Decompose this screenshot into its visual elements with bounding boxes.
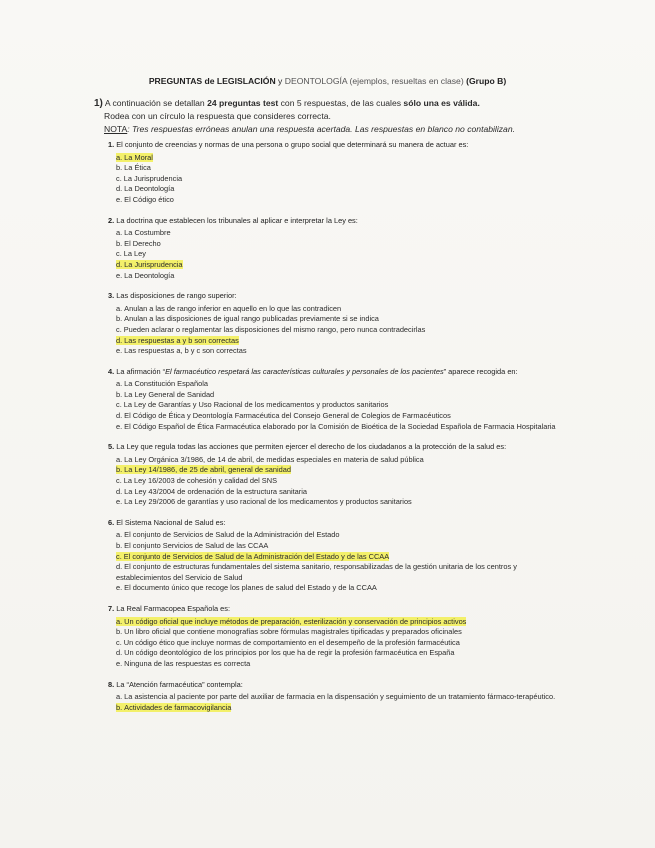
option-text: La Ley 14/1986, de 25 de abril, general de sanidad <box>124 465 292 475</box>
option-c[interactable] <box>116 552 568 563</box>
option-c[interactable] <box>116 476 568 487</box>
intro-text: con 5 respuestas, de las cuales <box>278 98 404 108</box>
option-letter: d. <box>116 411 123 421</box>
instructions-line-1 <box>94 97 574 110</box>
option-letter: d. <box>116 335 123 345</box>
question-3 <box>108 291 568 357</box>
option-text: El Código de Ética y Deontología Farmacéutica del Consejo General de Colegios de Farmacéuticos <box>124 411 451 421</box>
option-text: La Deontología <box>124 184 175 194</box>
option-text: El conjunto Servicios de Salud de las CCAA <box>124 541 269 550</box>
option-text: Anulan a las de rango inferior en aquello en lo que las contradicen <box>124 303 342 313</box>
option-text: Ninguna de las respuestas es correcta <box>124 658 251 668</box>
option-e[interactable] <box>116 422 568 433</box>
option-a[interactable] <box>116 304 568 315</box>
question-text: La afirmación “ <box>116 366 166 376</box>
question-4 <box>108 367 568 433</box>
option-letter: b. <box>116 465 123 475</box>
option-b[interactable] <box>116 314 568 325</box>
option-b[interactable] <box>116 703 568 714</box>
option-e[interactable] <box>116 497 568 508</box>
option-text: La Costumbre <box>124 228 171 238</box>
option-d[interactable] <box>116 562 568 583</box>
option-text: El Derecho <box>124 238 161 248</box>
option-d[interactable] <box>116 648 568 659</box>
option-letter: e. <box>116 270 123 280</box>
option-letter: b. <box>116 389 123 399</box>
option-text: La Jurisprudencia <box>123 173 183 183</box>
option-text: Un código deontológico de los principios por los que ha de regir la profesión farmacéutica en España <box>124 648 455 658</box>
option-text: El Código ético <box>124 194 174 204</box>
option-text: La asistencia al paciente por parte del auxiliar de farmacia en la dispensación y seguimiento de un tratamiento fármaco-terapéutico. <box>124 692 556 702</box>
question-text: La “Atención farmacéutica” contempla: <box>116 679 243 689</box>
intro-count: 24 preguntas test <box>207 98 279 108</box>
option-letter: c. <box>116 324 122 334</box>
question-text: La Ley que regula todas las acciones que permiten ejercer el derecho de los ciudadanos a la protección de la salud es: <box>116 442 507 452</box>
question-text: El conjunto de creencias y normas de una persona o grupo social que determinará su manera de actuar es: <box>116 140 469 149</box>
title-group: (Grupo B) <box>463 76 507 86</box>
question-number: 7. <box>108 603 115 613</box>
option-text: La Ley de Garantías y Uso Racional de los medicamentos y productos sanitarios <box>123 400 389 410</box>
section-number: 1) <box>94 98 103 109</box>
option-a[interactable] <box>116 153 568 164</box>
question-5 <box>108 442 568 508</box>
option-a[interactable] <box>116 379 568 390</box>
note <box>94 123 574 136</box>
question-number: 8. <box>108 679 115 689</box>
question-number: 1. <box>108 140 115 149</box>
option-b[interactable] <box>116 239 568 250</box>
question-text: Las disposiciones de rango superior: <box>116 291 237 301</box>
option-letter: a. <box>116 454 123 464</box>
option-letter: b. <box>116 627 123 637</box>
option-letter: b. <box>116 702 123 712</box>
option-letter: c. <box>116 637 122 647</box>
question-text: La Real Farmacopea Española es: <box>116 603 231 613</box>
option-letter: e. <box>116 346 123 356</box>
question-number: 3. <box>108 291 115 301</box>
question-text: El Sistema Nacional de Salud es: <box>116 517 226 527</box>
option-letter: c. <box>116 400 122 410</box>
option-c[interactable] <box>116 249 568 260</box>
option-letter: e. <box>116 497 123 507</box>
option-letter: b. <box>116 541 123 550</box>
option-a[interactable] <box>116 530 568 541</box>
option-letter: a. <box>116 152 123 162</box>
option-text: Las respuestas a y b son correctas <box>124 335 239 345</box>
option-e[interactable] <box>116 659 568 670</box>
option-e[interactable] <box>116 583 568 594</box>
instructions-line-2: Rodea con un círculo la respuesta que consideres correcta. <box>104 111 331 121</box>
option-letter: a. <box>116 228 123 238</box>
question-1 <box>108 140 568 206</box>
intro-text: A continuación se detallan <box>102 98 208 108</box>
option-text: La Ley 29/2006 de garantías y uso racional de los medicamentos y productos sanitarios <box>124 497 412 507</box>
title-bold-part: PREGUNTAS de LEGISLACIÓN <box>148 76 276 86</box>
option-text: La Ley Orgánica 3/1986, de 14 de abril, de medidas especiales en materia de salud pública <box>124 454 424 464</box>
option-e[interactable] <box>116 271 568 282</box>
option-c[interactable] <box>116 325 568 336</box>
option-b[interactable] <box>116 390 568 401</box>
option-c[interactable] <box>116 400 568 411</box>
option-a[interactable] <box>116 455 568 466</box>
option-letter: b. <box>116 238 123 248</box>
option-text: Un código ético que incluye normas de comportamiento en el desempeño de la profesión farmacéutica <box>123 637 460 647</box>
option-b[interactable] <box>116 465 568 476</box>
intro-valid: sólo una es válida. <box>403 98 480 108</box>
option-letter: d. <box>116 486 123 496</box>
option-text: Las respuestas a, b y c son correctas <box>124 346 247 356</box>
option-letter: a. <box>116 692 123 702</box>
option-text: La Ética <box>124 163 151 173</box>
option-letter: c. <box>116 551 122 561</box>
option-text: Un código oficial que incluye métodos de preparación, esterilización y conservación de principios activos <box>124 616 467 626</box>
option-a[interactable] <box>116 228 568 239</box>
option-text: La Ley 43/2004 de ordenación de la estructura sanitaria <box>124 486 308 496</box>
option-text: La Ley <box>123 249 146 259</box>
option-letter: e. <box>116 583 123 593</box>
option-a[interactable] <box>116 692 568 703</box>
question-list <box>108 140 568 723</box>
question-number: 4. <box>108 366 115 376</box>
option-text: Un libro oficial que contiene monografías sobre fórmulas magistrales tipificadas y preparados oficinales <box>124 627 462 637</box>
option-text: La Deontología <box>124 270 175 280</box>
option-letter: c. <box>116 476 122 486</box>
question-7 <box>108 604 568 670</box>
option-letter: b. <box>116 163 123 173</box>
note-text: : Tres respuestas erróneas anulan una respuesta acertada. Las respuestas en blanco no contabilizan. <box>127 124 515 134</box>
option-letter: d. <box>116 648 123 658</box>
option-c[interactable] <box>116 174 568 185</box>
option-d[interactable] <box>116 184 568 195</box>
question-8 <box>108 680 568 714</box>
option-b[interactable] <box>116 541 568 552</box>
title-light-part: DEONTOLOGÍA (ejemplos, resueltas en clase) <box>284 76 464 86</box>
option-text: El Código Español de Ética Farmacéutica elaborado por la Comisión de Bioética de la Sociedad Española de Farmacia Hospitalaria <box>124 421 556 431</box>
question-quote: El farmacéutico respetará las características culturales y personales de los pacientes <box>165 366 444 376</box>
option-text: La Moral <box>124 152 153 162</box>
option-text: La Ley General de Sanidad <box>124 389 215 399</box>
option-letter: c. <box>116 173 122 183</box>
option-letter: a. <box>116 616 123 626</box>
option-b[interactable] <box>116 627 568 638</box>
option-text: El conjunto de estructuras fundamentales del sistema sanitario, responsabilizadas de la gestión unitaria de los centros y establecimientos del Servicio de Salud <box>116 562 517 582</box>
option-letter: a. <box>116 530 123 540</box>
option-text: La Constitución Española <box>124 379 208 389</box>
option-letter: e. <box>116 194 123 204</box>
option-c[interactable] <box>116 638 568 649</box>
question-text: ” aparece recogida en: <box>443 366 518 376</box>
option-letter: a. <box>116 379 123 389</box>
option-d[interactable] <box>116 336 568 347</box>
option-letter: a. <box>116 303 123 313</box>
question-number: 2. <box>108 215 115 225</box>
option-text: Pueden aclarar o reglamentar las disposiciones del mismo rango, pero nunca contradecirlas <box>123 324 426 334</box>
question-number: 6. <box>108 517 115 527</box>
page-title <box>0 76 655 86</box>
option-letter: e. <box>116 421 123 431</box>
title-conjunction: y <box>275 76 285 86</box>
option-letter: d. <box>116 562 123 572</box>
option-text: El conjunto de Servicios de Salud de la Administración del Estado <box>124 530 340 540</box>
option-b[interactable] <box>116 163 568 174</box>
option-letter: e. <box>116 658 123 668</box>
option-letter: b. <box>116 314 123 324</box>
option-text: Actividades de farmacovigilancia <box>124 702 232 712</box>
option-a[interactable] <box>116 617 568 628</box>
option-e[interactable] <box>116 195 568 206</box>
option-text: El conjunto de Servicios de Salud de la Administración del Estado y de las CCAA <box>123 551 390 561</box>
option-text: La Ley 16/2003 de cohesión y calidad del SNS <box>123 476 278 486</box>
option-d[interactable] <box>116 487 568 498</box>
option-text: Anulan a las disposiciones de igual rango publicadas previamente si se indica <box>124 314 379 324</box>
option-letter: d. <box>116 184 123 194</box>
question-number: 5. <box>108 442 115 452</box>
note-label: NOTA <box>104 124 128 134</box>
option-text: La Jurisprudencia <box>124 259 183 269</box>
option-text: El documento único que recoge los planes de salud del Estado y de la CCAA <box>124 583 377 593</box>
instructions <box>94 97 574 136</box>
question-6 <box>108 518 568 594</box>
option-d[interactable] <box>116 260 568 271</box>
option-d[interactable] <box>116 411 568 422</box>
option-e[interactable] <box>116 346 568 357</box>
question-text: La doctrina que establecen los tribunales al aplicar e interpretar la Ley es: <box>116 215 358 225</box>
question-2 <box>108 216 568 282</box>
option-letter: d. <box>116 259 123 269</box>
option-letter: c. <box>116 249 122 259</box>
